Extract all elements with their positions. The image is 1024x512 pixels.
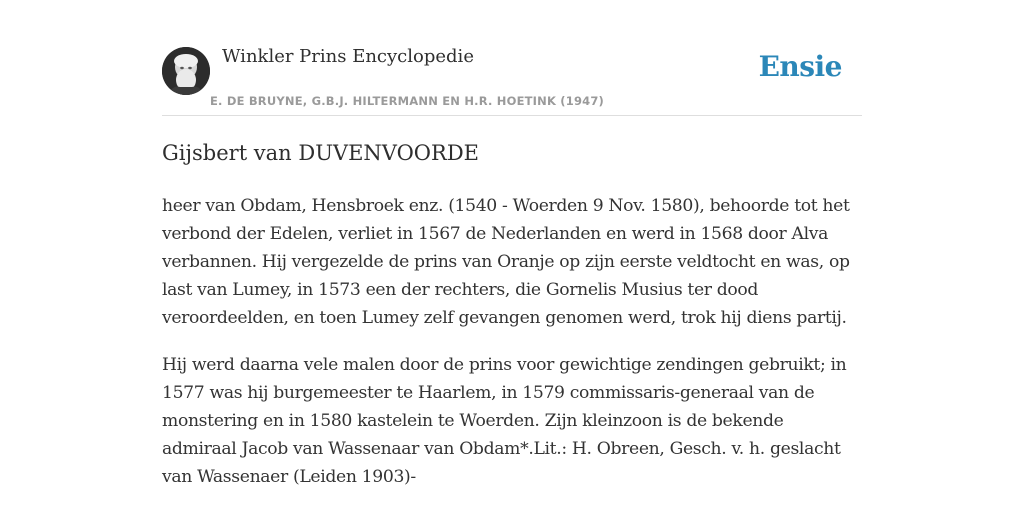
paragraph: Hij werd daarna vele malen door de prins voor gewichtige zendingen gebruikt; in 1577 was hij burgemeester te Haarlem, in 1579 commissaris-generaal van de monstering en in 1580 kastelein te Woerden. Zijn kleinzoon is de bekende admiraal Jacob van Wassenaar van Obdam*.Lit.: H. Obreen, Gesch. v. h. geslacht van Wassenaer (Leiden 1903)- bbox=[162, 355, 847, 487]
brand-logo[interactable]: Ensie bbox=[758, 50, 842, 83]
paragraph: heer van Obdam, Hensbroek enz. (1540 - Woerden 9 Nov. 1580), behoorde tot het verbond der Edelen, verliet in 1567 de Nederlanden en werd in 1568 door Alva verbannen. Hij vergezelde de prins van Oranje op zijn eerste veldtocht en was, op last van Lumey, in 1573 een der rechters, die Gornelis Musius ter dood veroordeelden, en toen Lumey zelf gevangen genomen werd, trok hij diens partij. bbox=[162, 196, 850, 328]
avatar[interactable] bbox=[162, 47, 210, 95]
header bbox=[162, 0, 862, 116]
site-title[interactable]: Winkler Prins Encyclopedie bbox=[222, 46, 474, 67]
article-card bbox=[162, 0, 862, 512]
authors-line: E. DE BRUYNE, G.B.J. HILTERMANN EN H.R. HOETINK (1947) bbox=[210, 94, 605, 108]
article-title: Gijsbert van DUVENVOORDE bbox=[162, 141, 479, 165]
portrait-icon bbox=[162, 47, 210, 95]
article-body bbox=[162, 192, 862, 510]
